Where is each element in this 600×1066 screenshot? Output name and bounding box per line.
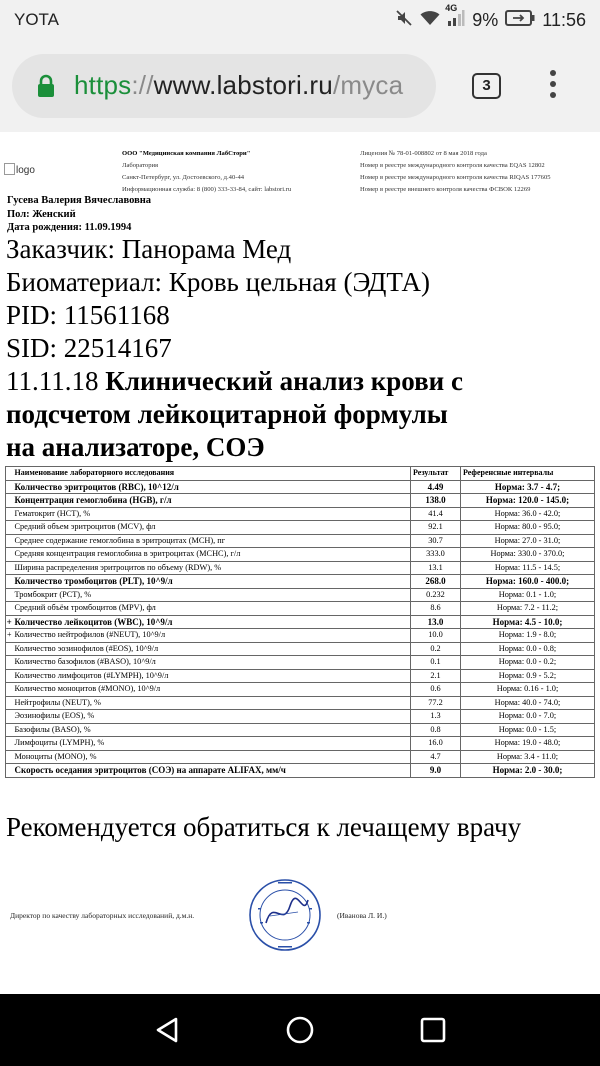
reference-range: Норма: 11.5 - 14.5;: [461, 561, 595, 575]
test-name: Количество моноцитов (#MONO), 10^9/л: [13, 683, 411, 697]
reference-range: Норма: 3.4 - 11.0;: [461, 750, 595, 764]
license-line: Номер в реестре международного контроля качества RIQAS 177605: [360, 174, 551, 181]
reference-range: Норма: 19.0 - 48.0;: [461, 737, 595, 751]
table-row: [6, 696, 595, 710]
test-value: 0.232: [411, 588, 461, 602]
reference-range: Норма: 80.0 - 95.0;: [461, 521, 595, 535]
result-flag: [6, 710, 13, 724]
test-value: 0.1: [411, 656, 461, 670]
test-name: Скорость оседания эритроцитов (СОЭ) на аппарате ALIFAX, мм/ч: [13, 764, 411, 778]
table-row: [6, 737, 595, 751]
browser-toolbar: [0, 40, 600, 132]
biomaterial: Биоматериал: Кровь цельная (ЭДТА): [6, 267, 431, 297]
test-name: Количество эозинофилов (#EOS), 10^9/л: [13, 642, 411, 656]
order-info: [6, 233, 463, 464]
test-name: Среднее содержание гемоглобина в эритроцитах (MCH), пг: [13, 534, 411, 548]
reference-range: Норма: 4.5 - 10.0;: [461, 615, 595, 629]
result-flag: [6, 723, 13, 737]
carrier-name: YOTA: [14, 10, 60, 29]
url-path: /myca: [332, 70, 404, 100]
test-value: 77.2: [411, 696, 461, 710]
table-row: [6, 480, 595, 494]
result-flag: +: [6, 629, 13, 643]
customer: Заказчик: Панорама Мед: [6, 234, 292, 264]
license-line: Номер в реестре международного контроля качества EQAS 12802: [360, 162, 545, 169]
table-row: [6, 561, 595, 575]
test-title-line: [6, 365, 463, 398]
test-value: 13.1: [411, 561, 461, 575]
test-name: Средний объем эритроцитов (MCV), фл: [13, 521, 411, 535]
recommendation: Рекомендуется обратиться к лечащему врачу: [6, 812, 522, 842]
address-bar[interactable]: [12, 54, 436, 118]
test-date: 11.11.18: [6, 366, 99, 396]
test-name: Гематокрит (HCT), %: [13, 507, 411, 521]
reference-range: Норма: 36.0 - 42.0;: [461, 507, 595, 521]
android-nav-bar: [0, 994, 600, 1066]
result-flag: [6, 669, 13, 683]
result-flag: [6, 683, 13, 697]
result-flag: [6, 588, 13, 602]
clock: 11:56: [542, 10, 586, 30]
test-value: 16.0: [411, 737, 461, 751]
reference-range: Норма: 27.0 - 31.0;: [461, 534, 595, 548]
url-host: www.labstori.ru: [153, 70, 333, 100]
lab-report: [0, 132, 600, 994]
test-name: Средняя концентрация гемоглобина в эритроцитах (MCHC), г/л: [13, 548, 411, 562]
reference-range: Норма: 1.9 - 8.0;: [461, 629, 595, 643]
wifi-icon: [420, 10, 440, 31]
signal-icon: [445, 3, 465, 32]
reference-range: Норма: 0.9 - 5.2;: [461, 669, 595, 683]
status-bar: [0, 0, 600, 40]
result-flag: [6, 750, 13, 764]
url-scheme: https: [74, 70, 132, 100]
table-row: [6, 575, 595, 589]
lab-type: Лаборатория: [122, 162, 159, 169]
reference-range: Норма: 330.0 - 370.0;: [461, 548, 595, 562]
result-flag: [6, 575, 13, 589]
mute-icon: [395, 9, 413, 32]
pid: PID: 11561168: [6, 300, 170, 330]
back-icon[interactable]: [152, 1014, 184, 1046]
test-value: 92.1: [411, 521, 461, 535]
test-title-line: подсчетом лейкоцитарной формулы: [6, 399, 448, 429]
license-line: Номер в реестре внешнего контроля качества ФСВОК 12269: [360, 186, 531, 193]
table-row: [6, 683, 595, 697]
test-value: 268.0: [411, 575, 461, 589]
test-name: Ширина распределения эритроцитов по объему (RDW), %: [13, 561, 411, 575]
reference-range: Норма: 0.0 - 7.0;: [461, 710, 595, 724]
reference-range: Норма: 0.0 - 0.8;: [461, 642, 595, 656]
table-row: [6, 548, 595, 562]
test-name: Количество тромбоцитов (PLT), 10^9/л: [13, 575, 411, 589]
lab-address: Санкт-Петербург, ул. Достоевского, д.40-44: [122, 174, 245, 181]
table-row: [6, 615, 595, 629]
reference-range: Норма: 40.0 - 74.0;: [461, 696, 595, 710]
table-row: [6, 588, 595, 602]
test-value: 10.0: [411, 629, 461, 643]
result-flag: [6, 548, 13, 562]
reference-range: Норма: 2.0 - 30.0;: [461, 764, 595, 778]
reference-range: Норма: 120.0 - 145.0;: [461, 494, 595, 508]
test-value: 138.0: [411, 494, 461, 508]
test-name: Количество нейтрофилов (#NEUT), 10^9/л: [13, 629, 411, 643]
home-icon[interactable]: [284, 1014, 316, 1046]
test-name: Средний объём тромбоцитов (MPV), фл: [13, 602, 411, 616]
test-value: 4.7: [411, 750, 461, 764]
battery-icon: [505, 10, 535, 31]
results-table: [5, 466, 595, 778]
network-type: 4G: [445, 3, 458, 13]
flag-header-cell: [6, 467, 13, 481]
table-row: [6, 494, 595, 508]
result-flag: [6, 656, 13, 670]
result-flag: [6, 521, 13, 535]
director-name: (Иванова Л. И.): [337, 911, 387, 920]
table-row: [6, 521, 595, 535]
license-line: Лицензия № 78-01-008802 от 8 мая 2018 года: [360, 150, 487, 157]
sid: SID: 22514167: [6, 333, 172, 363]
reference-range: Норма: 7.2 - 11.2;: [461, 602, 595, 616]
table-header-row: [6, 467, 595, 481]
test-name: Количество лимфоцитов (#LYMPH), 10^9/л: [13, 669, 411, 683]
patient-sex: Пол: Женский: [7, 208, 76, 220]
test-value: 0.2: [411, 642, 461, 656]
column-header: Результат: [411, 467, 461, 481]
result-flag: [6, 642, 13, 656]
test-value: 1.3: [411, 710, 461, 724]
reference-range: Норма: 160.0 - 400.0;: [461, 575, 595, 589]
reference-range: Норма: 0.0 - 0.2;: [461, 656, 595, 670]
test-value: 13.0: [411, 615, 461, 629]
table-row: [6, 629, 595, 643]
test-name: Концентрация гемоглобина (HGB), г/л: [13, 494, 411, 508]
lab-contacts: Информационная служба: 8 (800) 333-33-84, сайт: labstori.ru: [122, 186, 292, 193]
lab-info: [122, 148, 291, 196]
result-flag: [6, 507, 13, 521]
reference-range: Норма: 0.16 - 1.0;: [461, 683, 595, 697]
url-separator: ://: [131, 70, 154, 100]
director-title: Директор по качеству лабораторных исследований, д.м.н.: [10, 911, 195, 920]
reference-range: Норма: 3.7 - 4.7;: [461, 480, 595, 494]
tab-switcher-button[interactable]: 3: [472, 73, 501, 99]
recents-icon[interactable]: [417, 1014, 449, 1046]
lab-stamp: [248, 878, 322, 952]
test-value: 30.7: [411, 534, 461, 548]
patient-dob: Дата рождения: 11.09.1994: [7, 222, 132, 233]
test-name: Нейтрофилы (NEUT), %: [13, 696, 411, 710]
logo-image: logo: [4, 163, 35, 176]
result-flag: [6, 480, 13, 494]
test-name: Лимфоциты (LYMPH), %: [13, 737, 411, 751]
lab-name: ООО "Медицинская компания ЛабСтори": [122, 150, 251, 157]
table-row: [6, 656, 595, 670]
lock-icon[interactable]: [36, 74, 56, 103]
table-row: [6, 723, 595, 737]
table-row: [6, 642, 595, 656]
battery-percent: 9%: [472, 10, 499, 30]
test-value: 4.49: [411, 480, 461, 494]
status-icons: [395, 3, 586, 32]
url-text[interactable]: [74, 70, 403, 101]
test-value: 9.0: [411, 764, 461, 778]
table-row: [6, 602, 595, 616]
table-row: [6, 764, 595, 778]
result-flag: [6, 561, 13, 575]
test-title: Клинический анализ крови с: [105, 366, 463, 396]
result-flag: [6, 696, 13, 710]
test-name: Количество эритроцитов (RBC), 10^12/л: [13, 480, 411, 494]
result-flag: [6, 602, 13, 616]
table-row: [6, 710, 595, 724]
test-value: 0.6: [411, 683, 461, 697]
test-name: Базофилы (BASO), %: [13, 723, 411, 737]
test-value: 41.4: [411, 507, 461, 521]
patient-name: Гусева Валерия Вячеславовна: [7, 195, 152, 206]
result-flag: [6, 737, 13, 751]
test-name: Количество базофилов (#BASO), 10^9/л: [13, 656, 411, 670]
test-value: 2.1: [411, 669, 461, 683]
test-value: 0.8: [411, 723, 461, 737]
license-info: [360, 148, 551, 196]
reference-range: Норма: 0.0 - 1.5;: [461, 723, 595, 737]
test-value: 8.6: [411, 602, 461, 616]
test-name: Моноциты (MONO), %: [13, 750, 411, 764]
table-row: [6, 669, 595, 683]
reference-range: Норма: 0.1 - 1.0;: [461, 588, 595, 602]
test-name: Количество лейкоцитов (WBC), 10^9/л: [13, 615, 411, 629]
table-row: [6, 507, 595, 521]
table-row: [6, 534, 595, 548]
column-header: Референсные интервалы: [461, 467, 595, 481]
more-menu-icon[interactable]: [545, 70, 561, 102]
result-flag: [6, 494, 13, 508]
test-title-line: на анализаторе, СОЭ: [6, 432, 265, 462]
patient-info: [7, 194, 151, 235]
result-flag: [6, 764, 13, 778]
table-row: [6, 750, 595, 764]
result-flag: [6, 534, 13, 548]
test-name: Тромбокрит (PCT), %: [13, 588, 411, 602]
test-name: Эозинофилы (EOS), %: [13, 710, 411, 724]
column-header: Наименование лабораторного исследования: [13, 467, 411, 481]
result-flag: +: [6, 616, 12, 627]
test-value: 333.0: [411, 548, 461, 562]
